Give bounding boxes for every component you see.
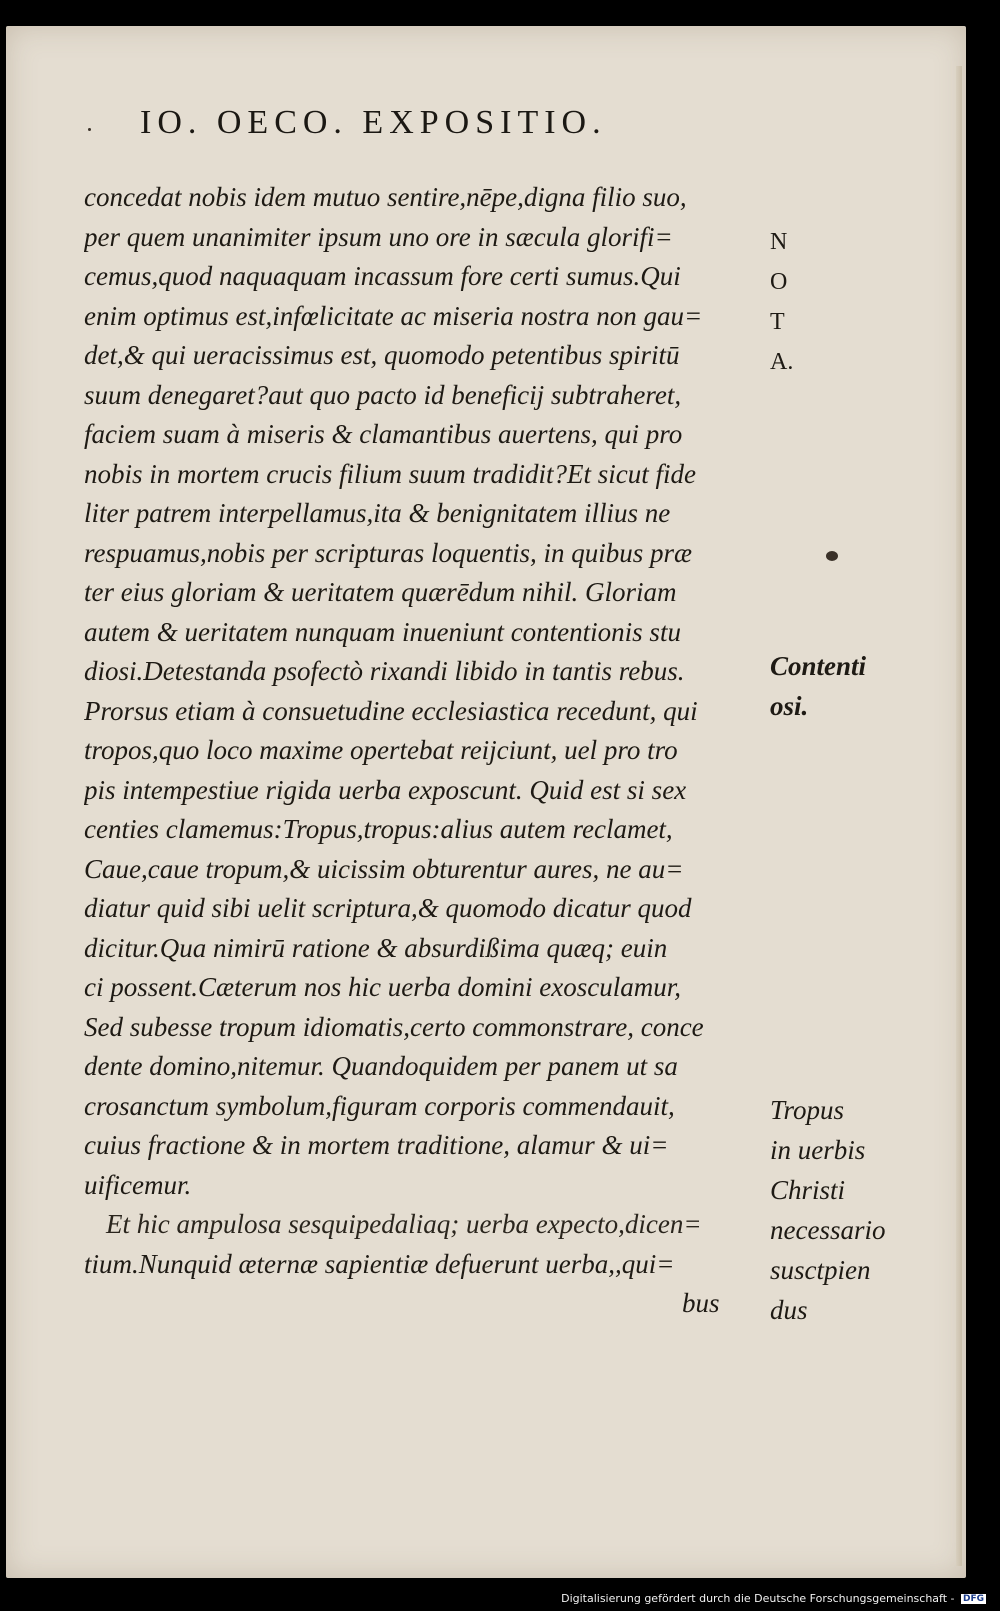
text-line: tropos,quo loco maxime opertebat reijciunt, uel pro tro xyxy=(84,735,678,765)
marginal-note-nota xyxy=(770,222,793,382)
text-line: uificemur. xyxy=(84,1169,192,1200)
running-header: IO. OECO. EXPOSITIO. xyxy=(140,104,607,141)
marginal-note-tropus xyxy=(770,1090,885,1330)
body-text xyxy=(84,178,764,1324)
text-line: concedat nobis idem mutuo sentire,nēpe,digna filio suo, xyxy=(84,182,687,212)
marginal-line: dus xyxy=(770,1295,808,1325)
ink-speck xyxy=(88,128,91,131)
page-edge xyxy=(956,66,962,1566)
text-line: Prorsus etiam à consuetudine ecclesiastica recedunt, qui xyxy=(84,695,698,726)
ink-blot xyxy=(826,551,838,561)
marginal-note-contentiosi xyxy=(770,646,866,726)
marginal-line: Tropus xyxy=(770,1095,845,1125)
text-line: dicitur.Qua nimirū ratione & absurdißima quæq; euin xyxy=(84,932,668,963)
text-line: respuamus,nobis per scripturas loquentis, in quibus præ xyxy=(84,537,693,568)
marginal-letter: O xyxy=(770,269,788,295)
text-line: liter patrem interpellamus,ita & benignitatem illius ne xyxy=(84,498,671,528)
footer-text: Digitalisierung gefördert durch die Deutsche Forschungsgemeinschaft - xyxy=(561,1592,955,1605)
catchword: bus xyxy=(682,1288,720,1318)
text-line: suum denegaret?aut quo pacto id beneficij subtraheret, xyxy=(84,379,682,410)
text-line: enim optimus est,infœlicitate ac miseria nostra non gau= xyxy=(84,300,703,331)
text-line: crosanctum symbolum,figuram corporis commendauit, xyxy=(84,1090,675,1121)
marginal-letter: A. xyxy=(770,349,794,375)
text-line: cemus,quod naquaquam incassum fore certi sumus.Qui xyxy=(84,261,681,291)
text-line: det,& qui ueracissimus est, quomodo petentibus spiritū xyxy=(84,340,680,370)
text-line: nobis in mortem crucis filium suum tradidit?Et sicut fide xyxy=(84,458,696,489)
text-line: Et hic ampulosa sesquipedaliaq; uerba expecto,dicen= xyxy=(106,1209,702,1239)
marginal-line: osi. xyxy=(770,691,809,721)
text-line: per quem unanimiter ipsum uno ore in sæcula glorifi= xyxy=(84,221,673,252)
marginal-line: Christi xyxy=(770,1175,846,1205)
marginal-line: susctpien xyxy=(770,1255,871,1285)
text-line: centies clamemus:Tropus,tropus:alius autem reclamet, xyxy=(84,814,673,844)
text-line: pis intempestiue rigida uerba exposcunt. Quid est si sex xyxy=(84,774,687,805)
text-line: Sed subesse tropum idiomatis,certo commonstrare, conce xyxy=(84,1011,704,1042)
text-line: diosi.Detestanda psofectò rixandi libido in tantis rebus. xyxy=(84,656,685,686)
text-line: ter eius gloriam & ueritatem quærēdum nihil. Gloriam xyxy=(84,577,677,607)
marginal-letter: N xyxy=(770,229,788,255)
text-line: diatur quid sibi uelit scriptura,& quomodo dicatur quod xyxy=(84,893,692,923)
text-line: ci possent.Cæterum nos hic uerba domini exosculamur, xyxy=(84,972,681,1002)
text-line: cuius fractione & in mortem traditione, alamur & ui= xyxy=(84,1130,669,1160)
text-line: faciem suam à miseris & clamantibus auertens, qui pro xyxy=(84,419,683,449)
marginal-letter: T xyxy=(770,309,785,335)
text-line: dente domino,nitemur. Quandoquidem per panem ut sa xyxy=(84,1051,678,1081)
text-line: autem & ueritatem nunquam inueniunt contentionis stu xyxy=(84,616,681,647)
text-line: tium.Nunquid æternæ sapientiæ defuerunt uerba,,qui= xyxy=(84,1248,675,1279)
text-line: Caue,caue tropum,& uicissim obturentur aures, ne au= xyxy=(84,853,684,884)
footer-credit xyxy=(561,1592,986,1605)
marginal-line: Contenti xyxy=(770,651,867,681)
dfg-logo: DFG xyxy=(962,1594,984,1604)
marginal-line: necessario xyxy=(770,1215,886,1245)
marginal-line: in uerbis xyxy=(770,1135,866,1165)
